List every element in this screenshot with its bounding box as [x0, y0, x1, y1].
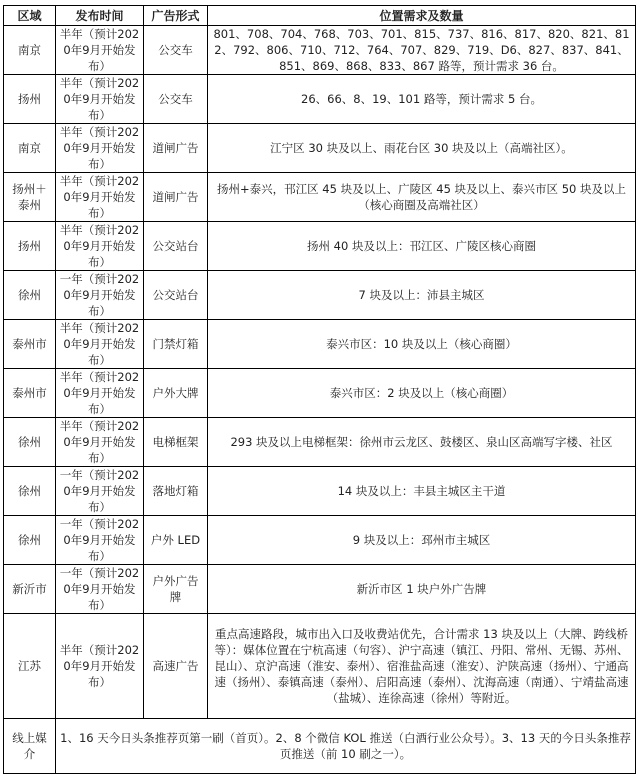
table-row: [4, 418, 636, 467]
cell-region: 徐州: [4, 516, 56, 565]
cell-position: 泰兴市区：2 块及以上（核心商圈）: [208, 369, 636, 418]
cell-region: 新沂市: [4, 565, 56, 614]
cell-position: 扬州+泰兴，邗江区 45 块及以上、广陵区 45 块及以上、泰兴市区 50 块及以上（核心商圈及高端社区）: [208, 173, 636, 222]
cell-form: 公交站台: [144, 222, 208, 271]
table-row: [4, 320, 636, 369]
cell-region: 扬州: [4, 222, 56, 271]
cell-form: 户外 LED: [144, 516, 208, 565]
cell-region: 扬州＋泰州: [4, 173, 56, 222]
cell-time: 半年（预计2020年9月开始发布）: [56, 320, 144, 369]
cell-region: 泰州市: [4, 320, 56, 369]
table-row: [4, 222, 636, 271]
cell-form: 高速广告: [144, 614, 208, 719]
cell-region: 江苏: [4, 614, 56, 719]
cell-position: 9 块及以上：邳州市主城区: [208, 516, 636, 565]
cell-time: 一年（预计2020年9月开始发布）: [56, 565, 144, 614]
cell-position: 扬州 40 块及以上：邗江区、广陵区核心商圈: [208, 222, 636, 271]
table-row: [4, 467, 636, 516]
cell-form: 户外大牌: [144, 369, 208, 418]
table-row: [4, 516, 636, 565]
cell-region: 南京: [4, 26, 56, 75]
cell-position: 14 块及以上：丰县主城区主干道: [208, 467, 636, 516]
cell-position: 江宁区 30 块及以上、雨花台区 30 块及以上（高端社区）。: [208, 124, 636, 173]
table-row: [4, 75, 636, 124]
table-header-row: [4, 6, 636, 26]
cell-time: 半年（预计2020年9月开始发布）: [56, 26, 144, 75]
cell-form: 公交站台: [144, 271, 208, 320]
cell-time: 一年（预计2020年9月开始发布）: [56, 467, 144, 516]
cell-form: 公交车: [144, 26, 208, 75]
cell-region: 徐州: [4, 467, 56, 516]
cell-time: 半年（预计2020年9月开始发布）: [56, 418, 144, 467]
cell-position: 293 块及以上电梯框架：徐州市云龙区、鼓楼区、泉山区高端写字楼、社区: [208, 418, 636, 467]
cell-time: 半年（预计2020年9月开始发布）: [56, 222, 144, 271]
cell-position: 重点高速路段，城市出入口及收费站优先，合计需求 13 块及以上（大牌、跨线桥等）：媒体位置在宁杭高速（句容）、沪宁高速（镇江、丹阳、常州、无锡、苏州、昆山）、京沪高速（淮安、泰州）、宿淮盐高速（淮安）、沪陕高速（扬州）、宁通高速（扬州）、泰镇高速（泰州）、启阳高速（泰州）、沈海高速（南通）、宁靖盐高速（盐城）、连徐高速（徐州）等附近。: [208, 614, 636, 719]
cell-position: 26、66、8、19、101 路等，预计需求 5 台。: [208, 75, 636, 124]
cell-time: 半年（预计2020年9月开始发布）: [56, 124, 144, 173]
cell-position: 801、708、704、768、703、701、815、737、816、817、820、821、812、792、806、710、712、764、707、829、719、D6、827、837、841、851、869、868、833、867 路等，预计需求 36 台。: [208, 26, 636, 75]
cell-position: 7 块及以上：沛县主城区: [208, 271, 636, 320]
table-row: [4, 614, 636, 719]
header-time: 发布时间: [56, 6, 144, 26]
table-row: [4, 369, 636, 418]
cell-time: 一年（预计2020年9月开始发布）: [56, 271, 144, 320]
header-position: 位置需求及数量: [208, 6, 636, 26]
cell-region: 徐州: [4, 271, 56, 320]
table-row: [4, 26, 636, 75]
cell-time: 半年（预计2020年9月开始发布）: [56, 173, 144, 222]
cell-position: 新沂市区 1 块户外广告牌: [208, 565, 636, 614]
cell-region: 南京: [4, 124, 56, 173]
cell-form: 道闸广告: [144, 124, 208, 173]
table-row: [4, 565, 636, 614]
header-form: 广告形式: [144, 6, 208, 26]
cell-online-content: 1、16 天今日头条推荐页第一刷（首页）。2、8 个微信 KOL 推送（白酒行业公众号）。3、13 天的今日头条推荐页推送（前 10 刷之一）。: [56, 719, 636, 774]
cell-region: 扬州: [4, 75, 56, 124]
cell-region: 泰州市: [4, 369, 56, 418]
cell-time: 一年（预计2020年9月开始发布）: [56, 516, 144, 565]
cell-region: 线上媒介: [4, 719, 56, 774]
cell-form: 落地灯箱: [144, 467, 208, 516]
cell-time: 半年（预计2020年9月开始发布）: [56, 614, 144, 719]
cell-form: 公交车: [144, 75, 208, 124]
cell-form: 电梯框架: [144, 418, 208, 467]
table-row: [4, 173, 636, 222]
media-requirements-table: [3, 5, 636, 774]
cell-time: 半年（预计2020年9月开始发布）: [56, 75, 144, 124]
cell-form: 道闸广告: [144, 173, 208, 222]
cell-position: 泰兴市区：10 块及以上（核心商圈）: [208, 320, 636, 369]
cell-time: 半年（预计2020年9月开始发布）: [56, 369, 144, 418]
table-row: [4, 124, 636, 173]
online-media-row: [4, 719, 636, 774]
cell-form: 户外广告牌: [144, 565, 208, 614]
cell-region: 徐州: [4, 418, 56, 467]
header-region: 区域: [4, 6, 56, 26]
table-row: [4, 271, 636, 320]
cell-form: 门禁灯箱: [144, 320, 208, 369]
